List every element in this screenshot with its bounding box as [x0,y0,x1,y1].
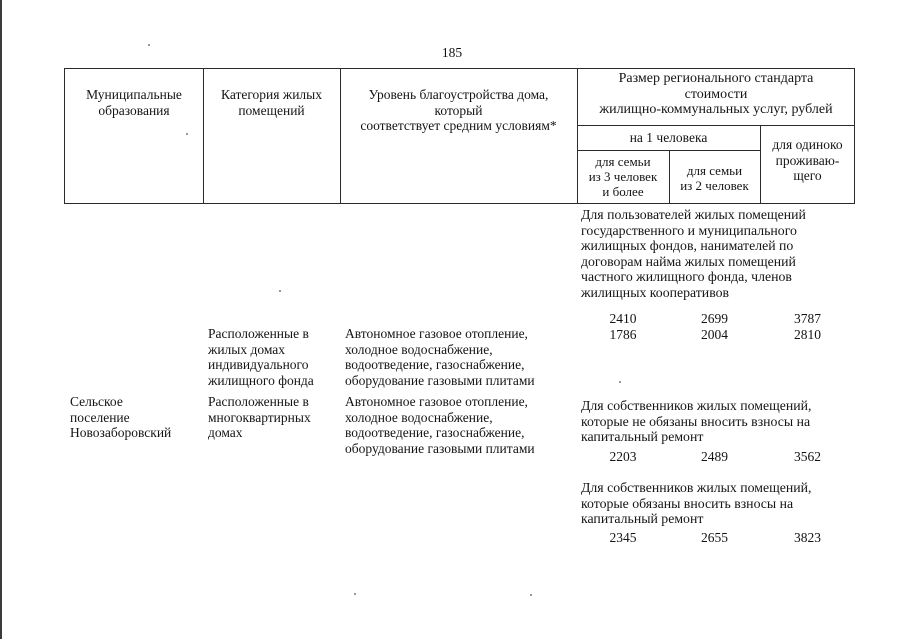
scan-speck [279,290,281,292]
scan-speck [148,44,150,46]
header-municipality: Муниципальные образования [86,87,182,118]
scan-edge [0,0,2,639]
page-number: 185 [441,45,463,60]
value-cell: 2655 [701,530,728,545]
group-2-description: Для собственников жилых помещений, которые не обязаны вносить взносы на капитальный ремонт [581,398,812,445]
value-cell: 2489 [701,449,728,464]
header-family-3: для семьи из 3 человек и более [588,154,658,200]
group-1-description: Для пользователей жилых помещений государственного и муниципального жилищных фондов, нанимателей по договорам найма жилых помещений частного жилищного фонда, членов жилищных кооперативов [581,207,806,300]
scan-speck [186,133,188,135]
header-standard-size: Размер регионального стандарта стоимости жилищно-коммунальных услуг, рублей [599,71,833,118]
comfort-level-2: Автономное газовое отопление, холодное водоснабжение, водоотведение, газоснабжение, оборудование газовыми плитами [345,394,535,456]
header-comfort-level: Уровень благоустройства дома, который соответствует средним условиям* [360,87,557,134]
value-cell: 2004 [701,327,728,342]
header-per-person: на 1 человека [629,130,708,145]
scan-speck [530,594,532,596]
value-cell: 2345 [609,530,637,545]
value-cell: 3823 [794,530,821,545]
value-cell: 2810 [794,327,821,342]
scan-speck [354,593,356,595]
header-category: Категория жилых помещений [221,87,322,118]
category-apartment-buildings: Расположенные в многоквартирных домах [208,394,311,441]
scan-speck [619,381,621,383]
value-cell: 3562 [794,449,821,464]
value-cell: 1786 [609,327,637,342]
value-cell: 2410 [609,311,637,326]
header-family-2: для семьи из 2 человек [680,163,749,194]
municipality-name: Сельское поселение Новозаборовский [70,394,172,441]
value-cell: 2203 [609,449,637,464]
value-cell: 2699 [701,311,728,326]
category-individual-houses: Расположенные в жилых домах индивидуального жилищного фонда [208,326,314,388]
comfort-level-1: Автономное газовое отопление, холодное водоснабжение, водоотведение, газоснабжение, оборудование газовыми плитами [345,326,535,388]
value-cell: 3787 [794,311,821,326]
header-single-resident: для одиноко проживаю- щего [772,137,843,184]
group-3-description: Для собственников жилых помещений, которые обязаны вносить взносы на капитальный ремонт [581,480,812,527]
